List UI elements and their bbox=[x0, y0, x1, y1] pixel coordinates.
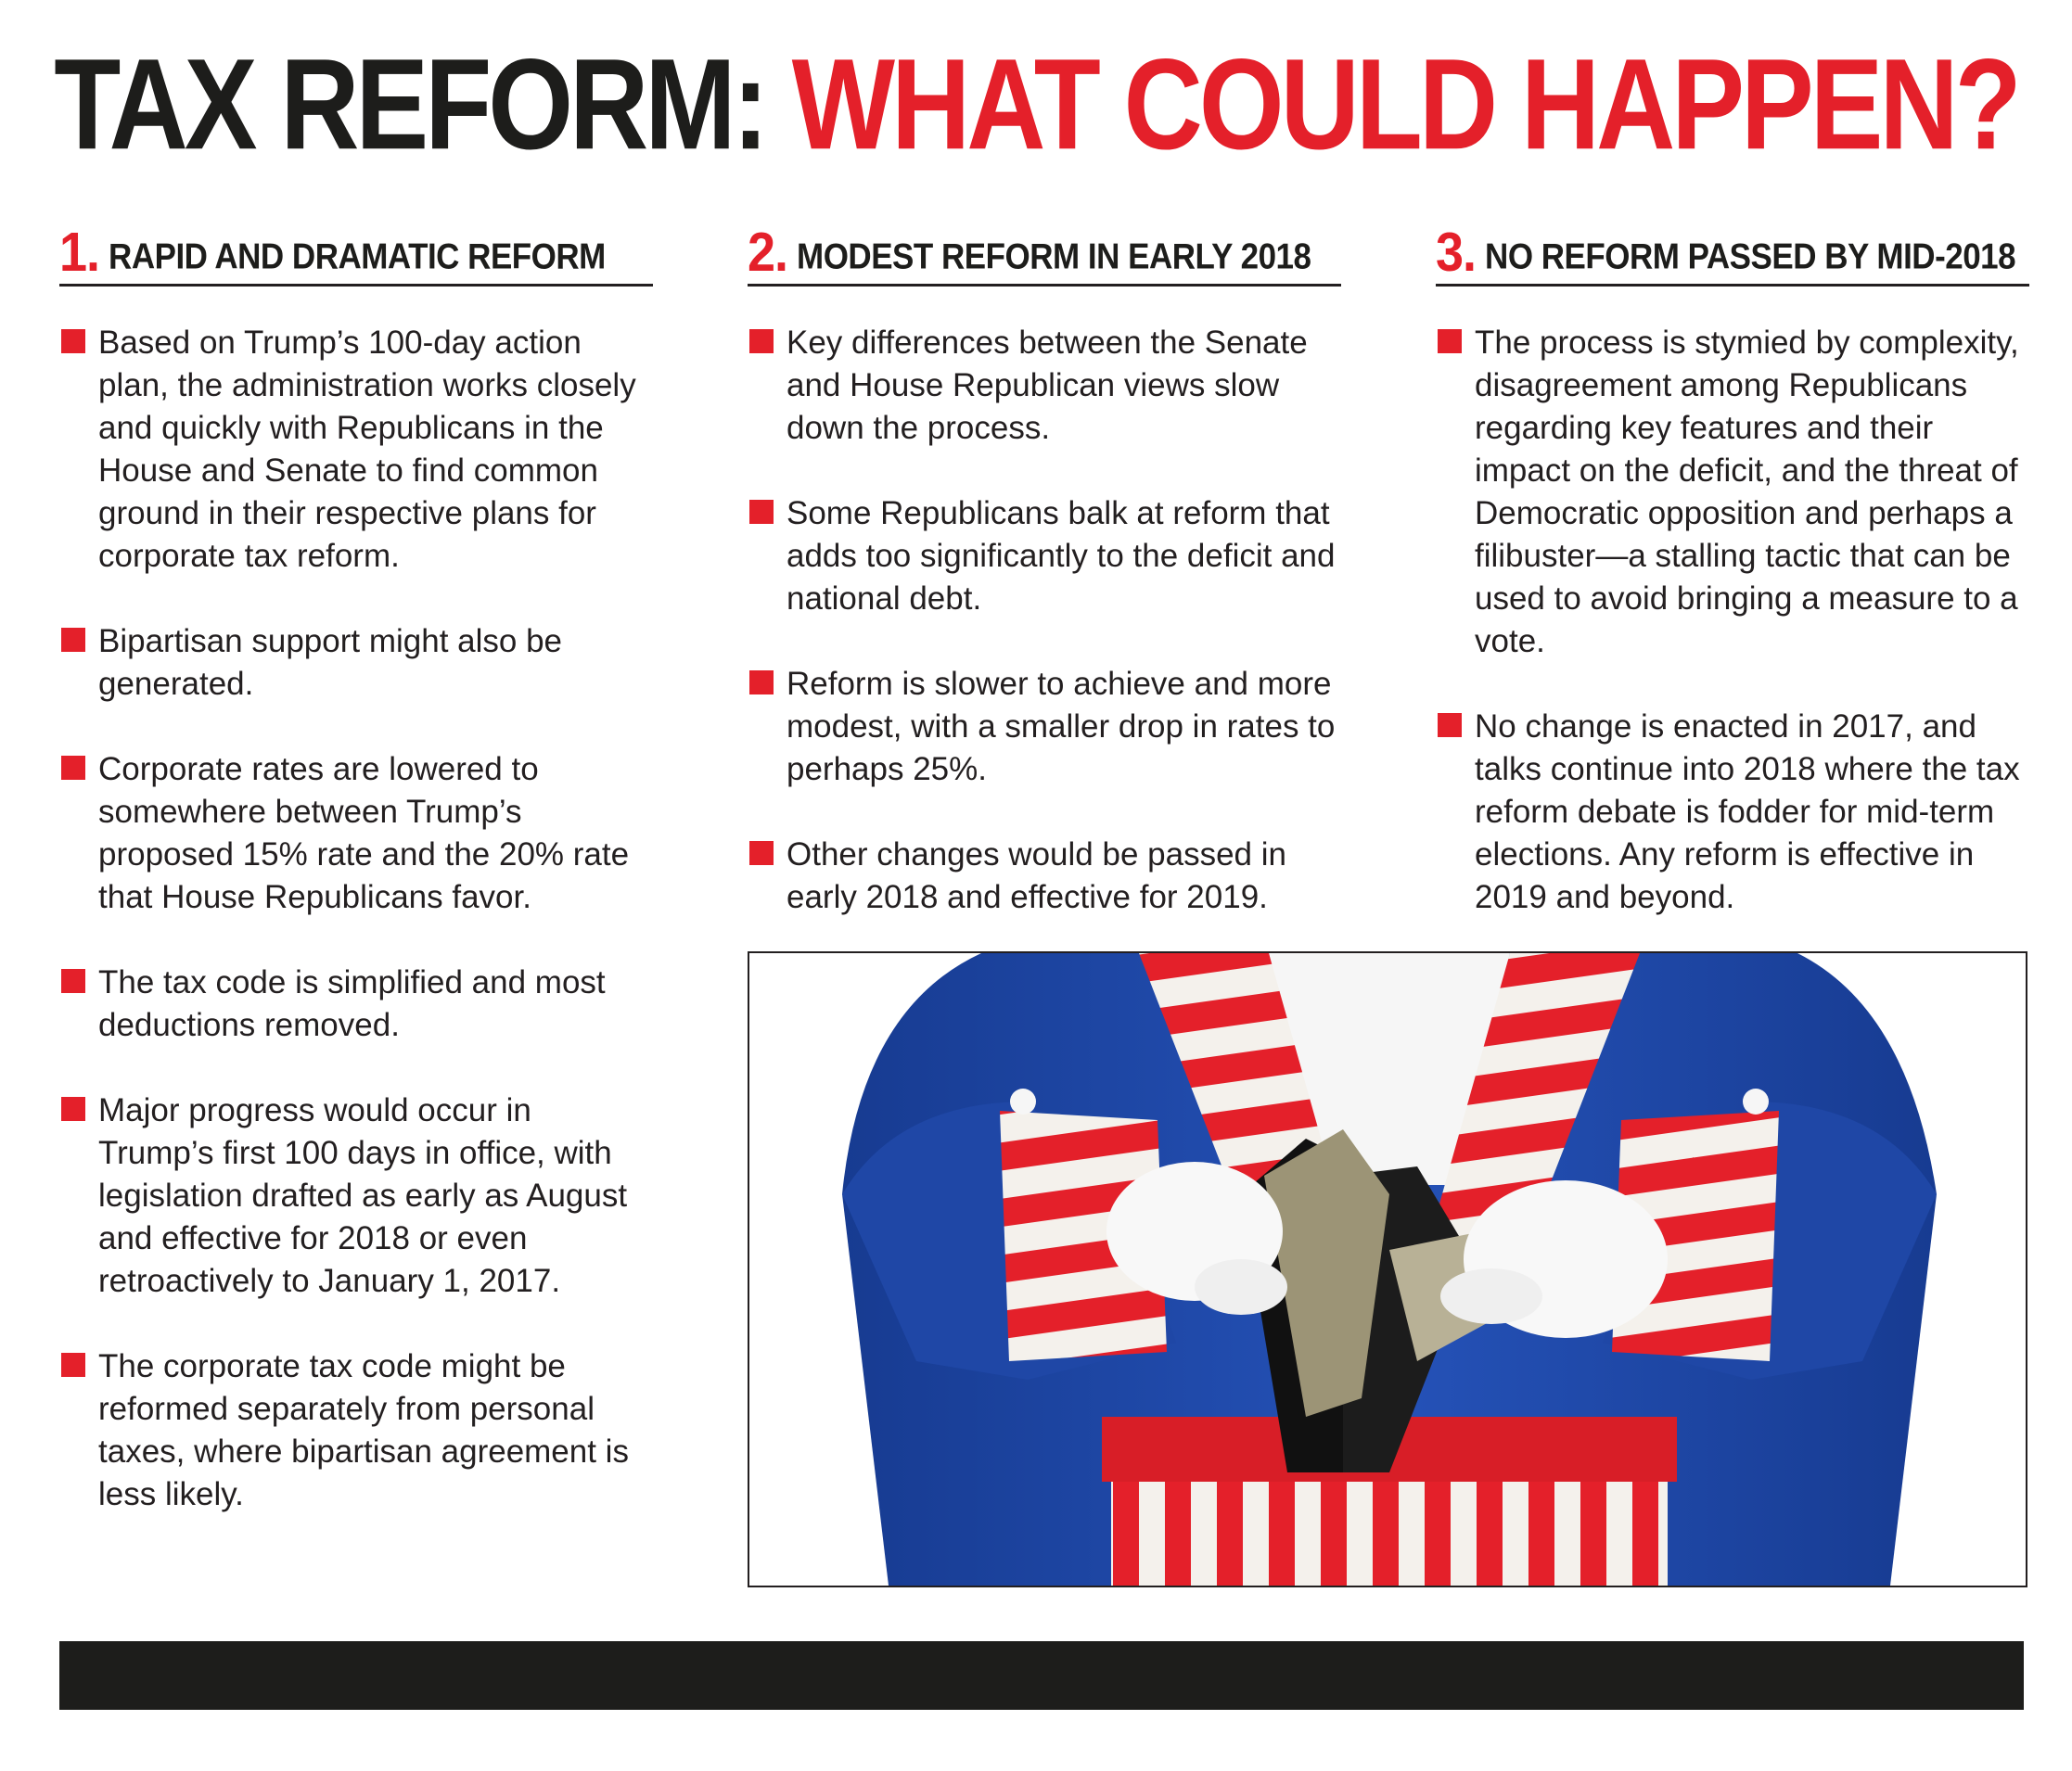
bullet-square-icon bbox=[61, 1353, 85, 1377]
bullet-text: Major progress would occur in Trump’s first 100 days in office, with legislation drafted as early as August and effective for 2018 or even retroactively to January 1, 2017. bbox=[98, 1092, 628, 1299]
list-item bbox=[748, 492, 1341, 620]
footer-bar bbox=[59, 1641, 2024, 1710]
scenario-heading bbox=[59, 221, 653, 287]
bullet-square-icon bbox=[1438, 713, 1462, 737]
uncle-sam-illustration bbox=[749, 953, 2026, 1586]
bullet-square-icon bbox=[61, 628, 85, 652]
scenario-column-1 bbox=[59, 221, 653, 1559]
bullet-text: Corporate rates are lowered to somewhere between Trump’s proposed 15% rate and the 20% rate that House Republicans favor. bbox=[98, 751, 630, 915]
bullet-text: The tax code is simplified and most deductions removed. bbox=[98, 964, 606, 1043]
scenario-title: RAPID AND DRAMATIC REFORM bbox=[109, 236, 606, 277]
scenario-title: NO REFORM PASSED BY MID-2018 bbox=[1485, 236, 2016, 277]
uncle-sam-wallet-photo bbox=[748, 951, 2027, 1587]
bullet-square-icon bbox=[749, 670, 774, 694]
bullet-square-icon bbox=[749, 500, 774, 524]
bullet-square-icon bbox=[749, 329, 774, 353]
scenario-title: MODEST REFORM IN EARLY 2018 bbox=[797, 236, 1311, 277]
bullet-list bbox=[1436, 322, 2029, 919]
bullet-list bbox=[59, 322, 653, 1516]
scenario-heading bbox=[748, 221, 1341, 287]
list-item bbox=[748, 322, 1341, 450]
list-item bbox=[59, 322, 653, 578]
bullet-text: Reform is slower to achieve and more modest, with a smaller drop in rates to perhaps 25%. bbox=[787, 666, 1336, 787]
scenario-number: 3. bbox=[1436, 222, 1477, 284]
bullet-text: Other changes would be passed in early 2018 and effective for 2019. bbox=[787, 836, 1286, 915]
bullet-square-icon bbox=[61, 329, 85, 353]
bullet-square-icon bbox=[61, 756, 85, 780]
list-item bbox=[1436, 706, 2029, 919]
bullet-square-icon bbox=[61, 1097, 85, 1121]
title-part-red: WHAT COULD HAPPEN? bbox=[791, 32, 2018, 177]
bullet-text: Some Republicans balk at reform that adds too significantly to the deficit and national debt. bbox=[787, 495, 1336, 617]
list-item bbox=[59, 1345, 653, 1516]
scenario-number: 2. bbox=[748, 222, 788, 284]
scenario-number: 1. bbox=[59, 222, 100, 284]
bullet-square-icon bbox=[61, 969, 85, 993]
scenario-heading bbox=[1436, 221, 2029, 287]
bullet-list bbox=[748, 322, 1341, 919]
scenario-column-2 bbox=[748, 221, 1341, 962]
bullet-text: The corporate tax code might be reformed separately from personal taxes, where bipartisan agreement is less likely. bbox=[98, 1348, 629, 1512]
list-item bbox=[59, 962, 653, 1047]
list-item bbox=[59, 620, 653, 706]
bullet-square-icon bbox=[749, 841, 774, 865]
list-item bbox=[748, 663, 1341, 791]
bullet-text: No change is enacted in 2017, and talks continue into 2018 where the tax reform debate is fodder for mid-term elections. Any reform is effective in 2019 and beyond. bbox=[1475, 708, 2020, 915]
bullet-text: Based on Trump’s 100-day action plan, the administration works closely and quickly with Republicans in the House and Senate to find common ground in their respective plans for corporate tax reform. bbox=[98, 325, 636, 574]
bullet-square-icon bbox=[1438, 329, 1462, 353]
bullet-text: Bipartisan support might also be generated. bbox=[98, 623, 562, 702]
list-item bbox=[59, 748, 653, 919]
bullet-text: The process is stymied by complexity, disagreement among Republicans regarding key features and their impact on the deficit, and the threat of Democratic opposition and perhaps a filibuster—a stalling tactic that can be used to avoid bringing a measure to a vote. bbox=[1475, 325, 2019, 659]
list-item bbox=[59, 1089, 653, 1303]
scenario-column-3 bbox=[1436, 221, 2029, 962]
title-part-black: TAX REFORM: bbox=[54, 32, 765, 177]
list-item bbox=[1436, 322, 2029, 663]
list-item bbox=[748, 834, 1341, 919]
page-title bbox=[0, 23, 2072, 187]
bullet-text: Key differences between the Senate and House Republican views slow down the process. bbox=[787, 325, 1308, 446]
